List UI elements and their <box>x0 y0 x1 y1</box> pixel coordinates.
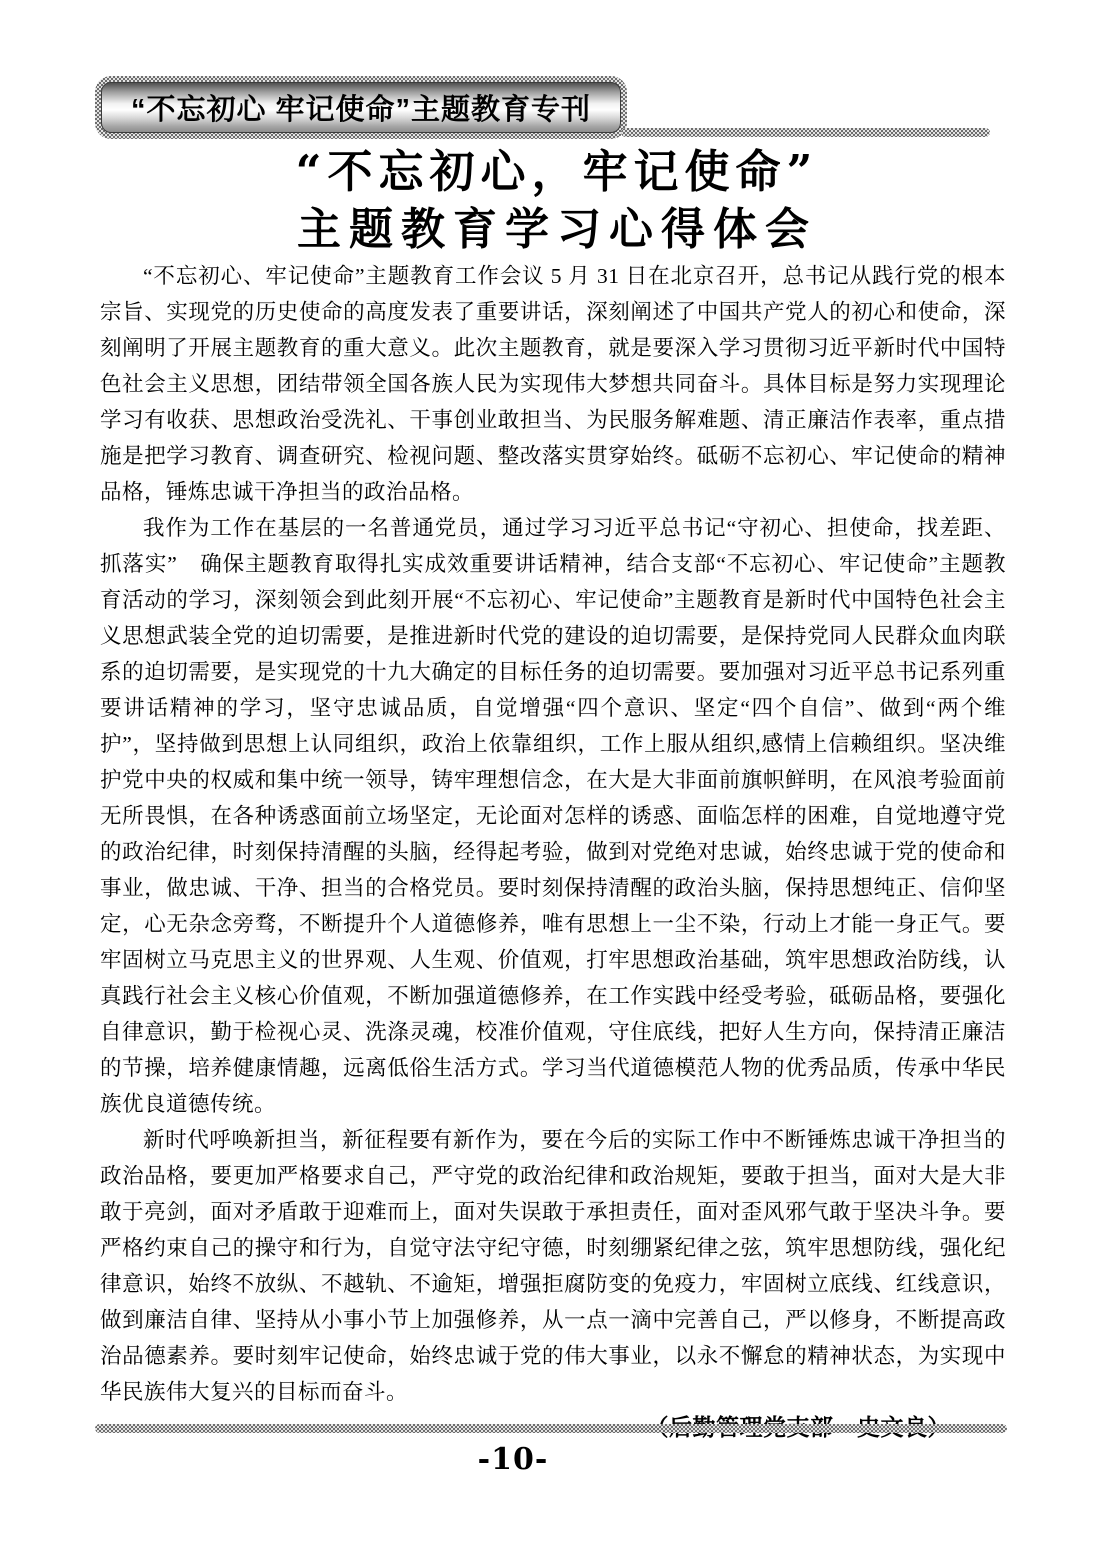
article-title <box>0 146 1100 256</box>
paragraph-3: 新时代呼唤新担当，新征程要有新作为，要在今后的实际工作中不断锤炼忠诚干净担当的政治品格，要更加严格要求自己，严守党的政治纪律和政治规矩，要敢于担当，面对大是大非敢于亮剑，面对矛盾敢于迎难而上，面对失误敢于承担责任，面对歪风邪气敢于坚决斗争。要严格约束自己的操守和行为，自觉守法守纪守德，时刻绷紧纪律之弦，筑牢思想防线，强化纪律意识，始终不放纵、不越轨、不逾矩，增强拒腐防变的免疫力，牢固树立底线、红线意识，做到廉洁自律、坚持从小事小节上加强修养，从一点一滴中完善自己，严以修身，不断提高政治品德素养。要时刻牢记使命，始终忠诚于党的伟大事业，以永不懈怠的精神状态，为实现中华民族伟大复兴的目标而奋斗。 <box>100 1128 1006 1404</box>
article-body <box>100 258 1006 1446</box>
footer-rule-line <box>95 1424 1007 1433</box>
article-title-line2: 主题教育学习心得体会 <box>297 204 817 255</box>
header-banner <box>95 76 627 139</box>
page-number: -10- <box>477 1442 549 1477</box>
header-rule-line <box>621 128 990 137</box>
header-banner-title: “不忘初心 牢记使命”主题教育专刊 <box>130 94 592 126</box>
paragraph-2: 我作为工作在基层的一名普通党员，通过学习习近平总书记“守初心、担使命，找差距、抓落实” 确保主题教育取得扎实成效重要讲话精神，结合支部“不忘初心、牢记使命”主题教育活动的学习，深刻领会到此刻开展“不忘初心、牢记使命”主题教育是新时代中国特色社会主义思想武装全党的迫切需要，是推进新时代党的建设的迫切需要，是保持党同人民群众血肉联系的迫切需要，是实现党的十九大确定的目标任务的迫切需要。要加强对习近平总书记系列重要讲话精神的学习，坚守忠诚品质，自觉增强“四个意识、坚定“四个自信”、做到“两个维护”，坚持做到思想上认同组织，政治上依靠组织，工作上服从组织,感情上信赖组织。坚决维护党中央的权威和集中统一领导，铸牢理想信念，在大是大非面前旗帜鲜明，在风浪考验面前无所畏惧，在各种诱惑面前立场坚定，无论面对怎样的诱惑、面临怎样的困难，自觉地遵守党的政治纪律，时刻保持清醒的头脑，经得起考验，做到对党绝对忠诚，始终忠诚于党的使命和事业，做忠诚、干净、担当的合格党员。要时刻保持清醒的政治头脑，保持思想纯正、信仰坚定，心无杂念旁骛，不断提升个人道德修养，唯有思想上一尘不染，行动上才能一身正气。要牢固树立马克思主义的世界观、人生观、价值观，打牢思想政治基础，筑牢思想政治防线，认真践行社会主义核心价值观，不断加强道德修养，在工作实践中经受考验，砥砺品格，要强化自律意识，勤于检视心灵、洗涤灵魂，校准价值观，守住底线，把好人生方向，保持清正廉洁的节操，培养健康情趣，远离低俗生活方式。学习当代道德模范人物的优秀品质，传承中华民族优良道德传统。 <box>100 516 1006 1116</box>
header-banner-panel <box>101 82 621 133</box>
paragraph-1: “不忘初心、牢记使命”主题教育工作会议 5 月 31 日在北京召开，总书记从践行党的根本宗旨、实现党的历史使命的高度发表了重要讲话，深刻阐述了中国共产党人的初心和使命，深刻阐明了开展主题教育的重大意义。此次主题教育，就是要深入学习贯彻习近平新时代中国特色社会主义思想，团结带领全国各族人民为实现伟大梦想共同奋斗。具体目标是努力实现理论学习有收获、思想政治受洗礼、干事创业敢担当、为民服务解难题、清正廉洁作表率，重点措施是把学习教育、调查研究、检视问题、整改落实贯穿始终。砥砺不忘初心、牢记使命的精神品格，锤炼忠诚干净担当的政治品格。 <box>100 264 1006 504</box>
article-title-line1: “不忘初心，牢记使命” <box>295 145 819 198</box>
